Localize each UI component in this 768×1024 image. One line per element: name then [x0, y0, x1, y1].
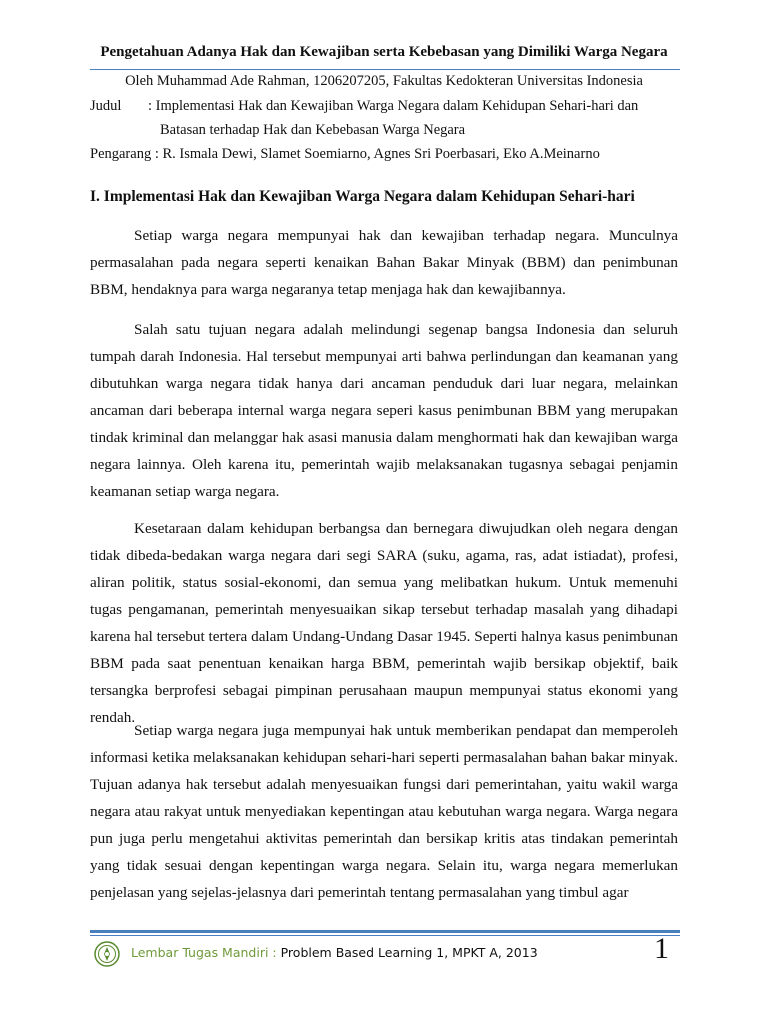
footer-rule: [90, 930, 680, 933]
page-number: 1: [654, 932, 669, 965]
paragraph-4: Setiap warga negara juga mempunyai hak untuk memberikan pendapat dan memperoleh informasi ketika melaksanakan kehidupan sehari-hari seperti permasalahan bahan bakar minyak. Tujuan adanya hak tersebut adalah menyesuaikan fungsi dari pemerintahan, yaitu wakil warga negara atau rakyat untuk menyediakan kepentingan atau kebutuhan warga negara. Warga negara pun juga perlu mengetahui aktivitas pemerintah dan bersikap kritis atas tindakan pemerintah yang tidak sesuai dengan kepentingan warga negara. Selain itu, warga negara memerlukan penjelasan yang sejelas-jelasnya dari pemerintah tentang permasalahan yang timbul agar: [90, 722, 678, 901]
pengarang-line: Pengarang : R. Ismala Dewi, Slamet Soemiarno, Agnes Sri Poerbasari, Eko A.Meinarno: [90, 146, 600, 162]
paragraph-3: Kesetaraan dalam kehidupan berbangsa dan bernegara diwujudkan oleh negara dengan tidak dibeda-bedakan warga negara dari segi SARA (suku, agama, ras, adat istiadat), profesi, aliran politik, status sosial-ekonomi, dan semua yang melibatkan hukum. Untuk memenuhi tugas pengamanan, pemerintah menyesuaikan sikap tersebut terhadap masalah yang dihadapi karena hal tersebut tertera dalam Undang-Undang Dasar 1945. Seperti halnya kasus penimbunan BBM pada saat penentuan kenaikan harga BBM, pemerintah wajib bersikap objektif, baik tersangka berprofesi sebagai pimpinan perusahaan maupun mempunyai status ekonomi yang rendah.: [90, 520, 678, 726]
footer-rule-thin: [90, 935, 680, 936]
university-seal-icon: [94, 941, 120, 967]
author-line: Oleh Muhammad Ade Rahman, 1206207205, Fakultas Kedokteran Universitas Indonesia: [125, 73, 643, 89]
paragraph-1: Setiap warga negara mempunyai hak dan kewajiban terhadap negara. Munculnya permasalahan pada negara seperti kenaikan Bahan Bakar Minyak (BBM) dan penimbunan BBM, hendaknya para warga negaranya tetap menjaga hak dan kewajibannya.: [90, 227, 678, 298]
paragraph-2: Salah satu tujuan negara adalah melindungi segenap bangsa Indonesia dan seluruh tumpah darah Indonesia. Hal tersebut mempunyai arti bahwa perlindungan dan keamanan yang dibutuhkan warga negara tidak hanya dari ancaman penduduk dari luar negara, melainkan ancaman dari beberapa internal warga negara seperi kasus penimbunan BBM yang merupakan tindak kriminal dan melanggar hak asasi manusia dalam menghormati hak dan kewajiban warga negara lainnya. Oleh karena itu, pemerintah wajib melaksanakan tugasnya sebagai penjamin keamanan setiap warga negara.: [90, 321, 678, 500]
judul-text-line2: Batasan terhadap Hak dan Kebebasan Warga Negara: [160, 122, 466, 138]
judul-row: [90, 98, 638, 115]
footer-label: Lembar Tugas Mandiri :: [131, 945, 281, 960]
footer-text: [131, 945, 538, 960]
judul-label: Judul: [90, 98, 122, 114]
judul-text-line1: : Implementasi Hak dan Kewajiban Warga Negara dalam Kehidupan Sehari-hari dan: [148, 98, 639, 114]
header-rule: [90, 69, 680, 70]
section-title: I. Implementasi Hak dan Kewajiban Warga Negara dalam Kehidupan Sehari-hari: [90, 188, 635, 205]
footer-course: Problem Based Learning 1, MPKT A, 2013: [280, 945, 538, 960]
document-header-title: Pengetahuan Adanya Hak dan Kewajiban serta Kebebasan yang Dimiliki Warga Negara: [100, 44, 668, 60]
